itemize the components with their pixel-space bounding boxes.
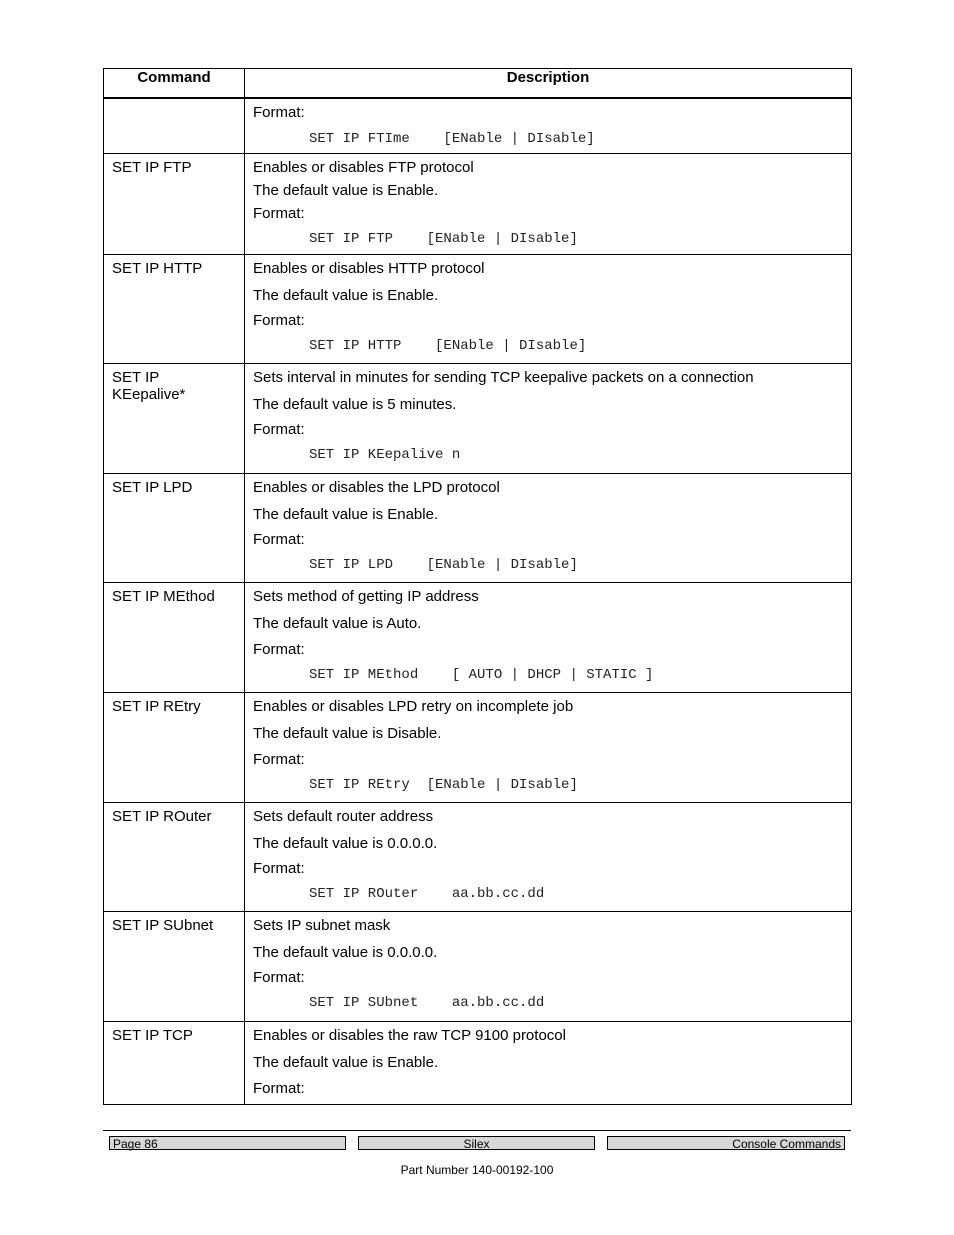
table-row — [104, 692, 852, 802]
description-line: The default value is Enable. — [253, 505, 439, 523]
description-line: Format: — [253, 640, 305, 658]
description-line: Sets method of getting IP address — [253, 587, 479, 605]
header-command: Command — [104, 69, 245, 99]
description-line: Enables or disables the raw TCP 9100 protocol — [253, 1026, 566, 1044]
command-cell: SET IP FTP — [104, 153, 245, 254]
table-row — [104, 363, 852, 473]
command-cell: SET IP HTTP — [104, 254, 245, 363]
description-line: The default value is Enable. — [253, 1053, 439, 1071]
description-line: The default value is 0.0.0.0. — [253, 943, 438, 961]
format-syntax: SET IP HTTP [ENable | DIsable] — [309, 337, 587, 354]
format-syntax: SET IP REtry [ENable | DIsable] — [309, 776, 578, 793]
description-line: The default value is Enable. — [253, 286, 439, 304]
table-header-row — [104, 69, 852, 99]
command-cell: SET IP KEepalive* — [104, 363, 245, 473]
description-line: Format: — [253, 968, 305, 986]
description-line: Format: — [253, 859, 305, 877]
description-line: Format: — [253, 311, 305, 329]
description-line: Enables or disables FTP protocol — [253, 158, 474, 176]
description-line: Format: — [253, 104, 305, 121]
description-cell — [245, 473, 852, 582]
description-line: Enables or disables the LPD protocol — [253, 478, 500, 496]
description-cell — [245, 582, 852, 692]
description-line: Enables or disables HTTP protocol — [253, 259, 485, 277]
description-cell — [245, 802, 852, 911]
format-syntax: SET IP FTP [ENable | DIsable] — [309, 230, 578, 247]
table-row — [104, 254, 852, 363]
format-syntax: SET IP FTIme [ENable | DIsable] — [309, 131, 595, 147]
command-cell: SET IP LPD — [104, 473, 245, 582]
description-line: Sets interval in minutes for sending TCP keepalive packets on a connection — [253, 368, 754, 386]
command-cell: SET IP REtry — [104, 692, 245, 802]
description-line: The default value is 5 minutes. — [253, 395, 457, 413]
footer-rule — [103, 1130, 851, 1131]
part-number: Part Number 140-00192-100 — [400, 1163, 554, 1177]
description-cell — [245, 153, 852, 254]
table-row — [104, 153, 852, 254]
footer-page: Page 86 — [109, 1136, 346, 1150]
description-line: The default value is Disable. — [253, 724, 442, 742]
description-cell — [245, 911, 852, 1021]
table-row — [104, 98, 852, 153]
format-syntax: SET IP SUbnet aa.bb.cc.dd — [309, 994, 545, 1011]
description-cell — [245, 692, 852, 802]
format-syntax: SET IP KEepalive n — [309, 446, 461, 463]
footer-publisher: Silex — [358, 1136, 595, 1150]
description-line: Sets IP subnet mask — [253, 916, 391, 934]
format-syntax: SET IP LPD [ENable | DIsable] — [309, 556, 578, 573]
format-syntax: SET IP MEthod [ AUTO | DHCP | STATIC ] — [309, 666, 654, 683]
description-cell — [245, 1021, 852, 1104]
description-cell — [245, 98, 852, 153]
command-table — [103, 68, 852, 1105]
command-cell: SET IP ROuter — [104, 802, 245, 911]
command-cell: SET IP SUbnet — [104, 911, 245, 1021]
description-line: Enables or disables LPD retry on incomplete job — [253, 697, 574, 715]
description-line: The default value is 0.0.0.0. — [253, 834, 438, 852]
command-cell: SET IP TCP — [104, 1021, 245, 1104]
description-line: The default value is Auto. — [253, 614, 422, 632]
description-line: Format: — [253, 750, 305, 768]
description-line: Format: — [253, 1079, 305, 1097]
description-line: Format: — [253, 204, 305, 222]
command-cell — [104, 98, 245, 153]
table-row — [104, 582, 852, 692]
table-row — [104, 911, 852, 1021]
description-cell — [245, 254, 852, 363]
description-line: Format: — [253, 420, 305, 438]
description-cell — [245, 363, 852, 473]
description-line: The default value is Enable. — [253, 181, 439, 199]
footer-section: Console Commands — [607, 1136, 845, 1150]
command-cell: SET IP MEthod — [104, 582, 245, 692]
table-row — [104, 473, 852, 582]
description-line: Sets default router address — [253, 807, 434, 825]
header-description: Description — [245, 69, 852, 99]
table-row — [104, 1021, 852, 1104]
table-row — [104, 802, 852, 911]
format-syntax: SET IP ROuter aa.bb.cc.dd — [309, 885, 545, 902]
description-line: Format: — [253, 530, 305, 548]
